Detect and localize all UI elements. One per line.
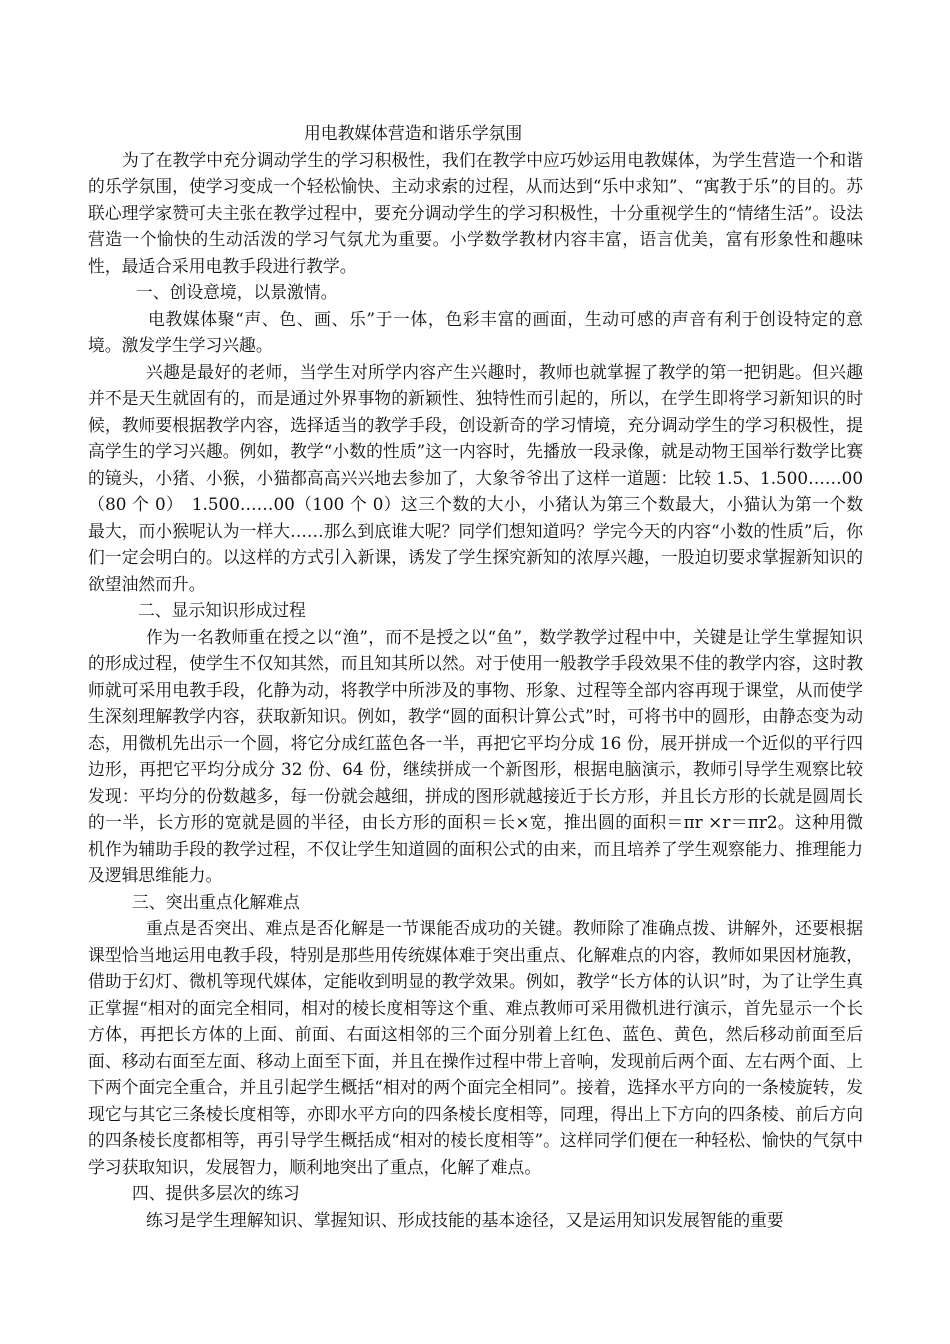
section-2-paragraph-1: 作为一名教师重在授之以“渔”，而不是授之以“鱼”，数学教学过程中中，关键是让学生掌握知识的形成过程，使学生不仅知其然，而且知其所以然。对于使用一般教学手段效果不佳的教学内容，这时教师就可采用电教手段，化静为动，将教学中所涉及的事物、形象、过程等全部内容再现于课堂，从而使学生深刻理解教学内容，获取新知识。例如，教学“圆的面积计算公式”时，可将书中的圆形，由静态变为动态，用微机先出示一个圆，将它分成红蓝色各一半，再把它平均分成 16 份，展开拼成一个近似的平行四边形，再把它平均分成分 32 份、64 份，继续拼成一个新图形，根据电脑演示，教师引导学生观察比较发现：平均分的份数越多，每一份就会越细，拼成的图形就越接近于长方形，并且长方形的长就是圆周长的一半，长方形的宽就是圆的半径，由长方形的面积＝长×宽，推出圆的面积＝πr ×r＝πr2。这种用微机作为辅助手段的教学过程，不仅让学生知道圆的面积公式的由来，而且培养了学生观察能力、推理能力及逻辑思维能力。 (88, 626, 863, 885)
section-1-paragraph-1: 电教媒体聚“声、色、画、乐”于一体，色彩丰富的画面，生动可感的声音有利于创设特定的意境。激发学生学习兴趣。 (88, 308, 863, 355)
section-2-heading: 二、显示知识形成过程 (138, 600, 306, 620)
section-1-paragraph-2: 兴趣是最好的老师，当学生对所学内容产生兴趣时，教师也就掌握了教学的第一把钥匙。但兴趣并不是天生就固有的，而是通过外界事物的新颖性、独特性而引起的，所以，在学生即将学习新知识的时候，教师要根据教学内容，选择适当的教学手段，创设新奇的学习情境，充分调动学生的学习积极性，提高学生的学习兴趣。例如，教学“小数的性质”这一内容时，先播放一段录像，就是动物王国举行数学比赛的镜头，小猪、小猴，小猫都高高兴兴地去参加了，大象爷爷出了这样一道题：比较 1.5、1.500……00（80 个 0） 1.500……00（100 个 0）这三个数的大小，小猪认为第三个数最大，小猫认为第一个数最大，而小猴呢认为一样大……那么到底谁大呢？同学们想知道吗？学完今天的内容“小数的性质”后，你们一定会明白的。以这样的方式引入新课，诱发了学生探究新知的浓厚兴趣，一股迫切要求掌握新知识的欲望油然而升。 (88, 361, 863, 594)
section-4-heading: 四、提供多层次的练习 (132, 1183, 300, 1203)
document-title: 用电教媒体营造和谐乐学氛围 (304, 123, 523, 143)
section-1-heading: 一、创设意境，以景激情。 (136, 282, 338, 302)
document-page (88, 120, 863, 1233)
intro-paragraph: 为了在教学中充分调动学生的学习积极性，我们在教学中应巧妙运用电教媒体，为学生营造一个和谐的乐学氛围，使学习变成一个轻松愉快、主动求索的过程，从而达到“乐中求知”、“寓教于乐”的目的。苏联心理学家赞可夫主张在教学过程中，要充分调动学生的学习积极性，十分重视学生的“情绪生活”。设法营造一个愉快的生动活泼的学习气氛尤为重要。小学数学教材内容丰富，语言优美，富有形象性和趣味性，最适合采用电教手段进行教学。 (88, 149, 863, 276)
section-4-paragraph-1: 练习是学生理解知识、掌握知识、形成技能的基本途径，又是运用知识发展智能的重要 (146, 1209, 784, 1230)
section-3-paragraph-1: 重点是否突出、难点是否化解是一节课能否成功的关键。教师除了准确点拨、讲解外，还要根据课型恰当地运用电教手段，特别是那些用传统媒体难于突出重点、化解难点的内容，教师如果因材施教，借助于幻灯、微机等现代媒体，定能收到明显的教学效果。例如，教学“长方体的认识”时，为了让学生真正掌握“相对的面完全相同，相对的棱长度相等这个重、难点教师可采用微机进行演示，首先显示一个长方体，再把长方体的上面、前面、右面这相邻的三个面分别着上红色、蓝色、黄色，然后移动前面至后面、移动右面至左面、移动上面至下面，并且在操作过程中带上音响，发现前后两个面、左右两个面、上下两个面完全重合，并且引起学生概括“相对的两个面完全相同”。接着，选择水平方向的一条棱旋转，发现它与其它三条棱长度相等，亦即水平方向的四条棱长度相等，同理，得出上下方向的四条棱、前后方向的四条棱长度都相等，再引导学生概括成“相对的棱长度相等”。这样同学们便在一种轻松、愉快的气氛中学习获取知识，发展智力，顺利地突出了重点，化解了难点。 (88, 918, 863, 1177)
section-3-heading: 三、突出重点化解难点 (132, 891, 300, 912)
